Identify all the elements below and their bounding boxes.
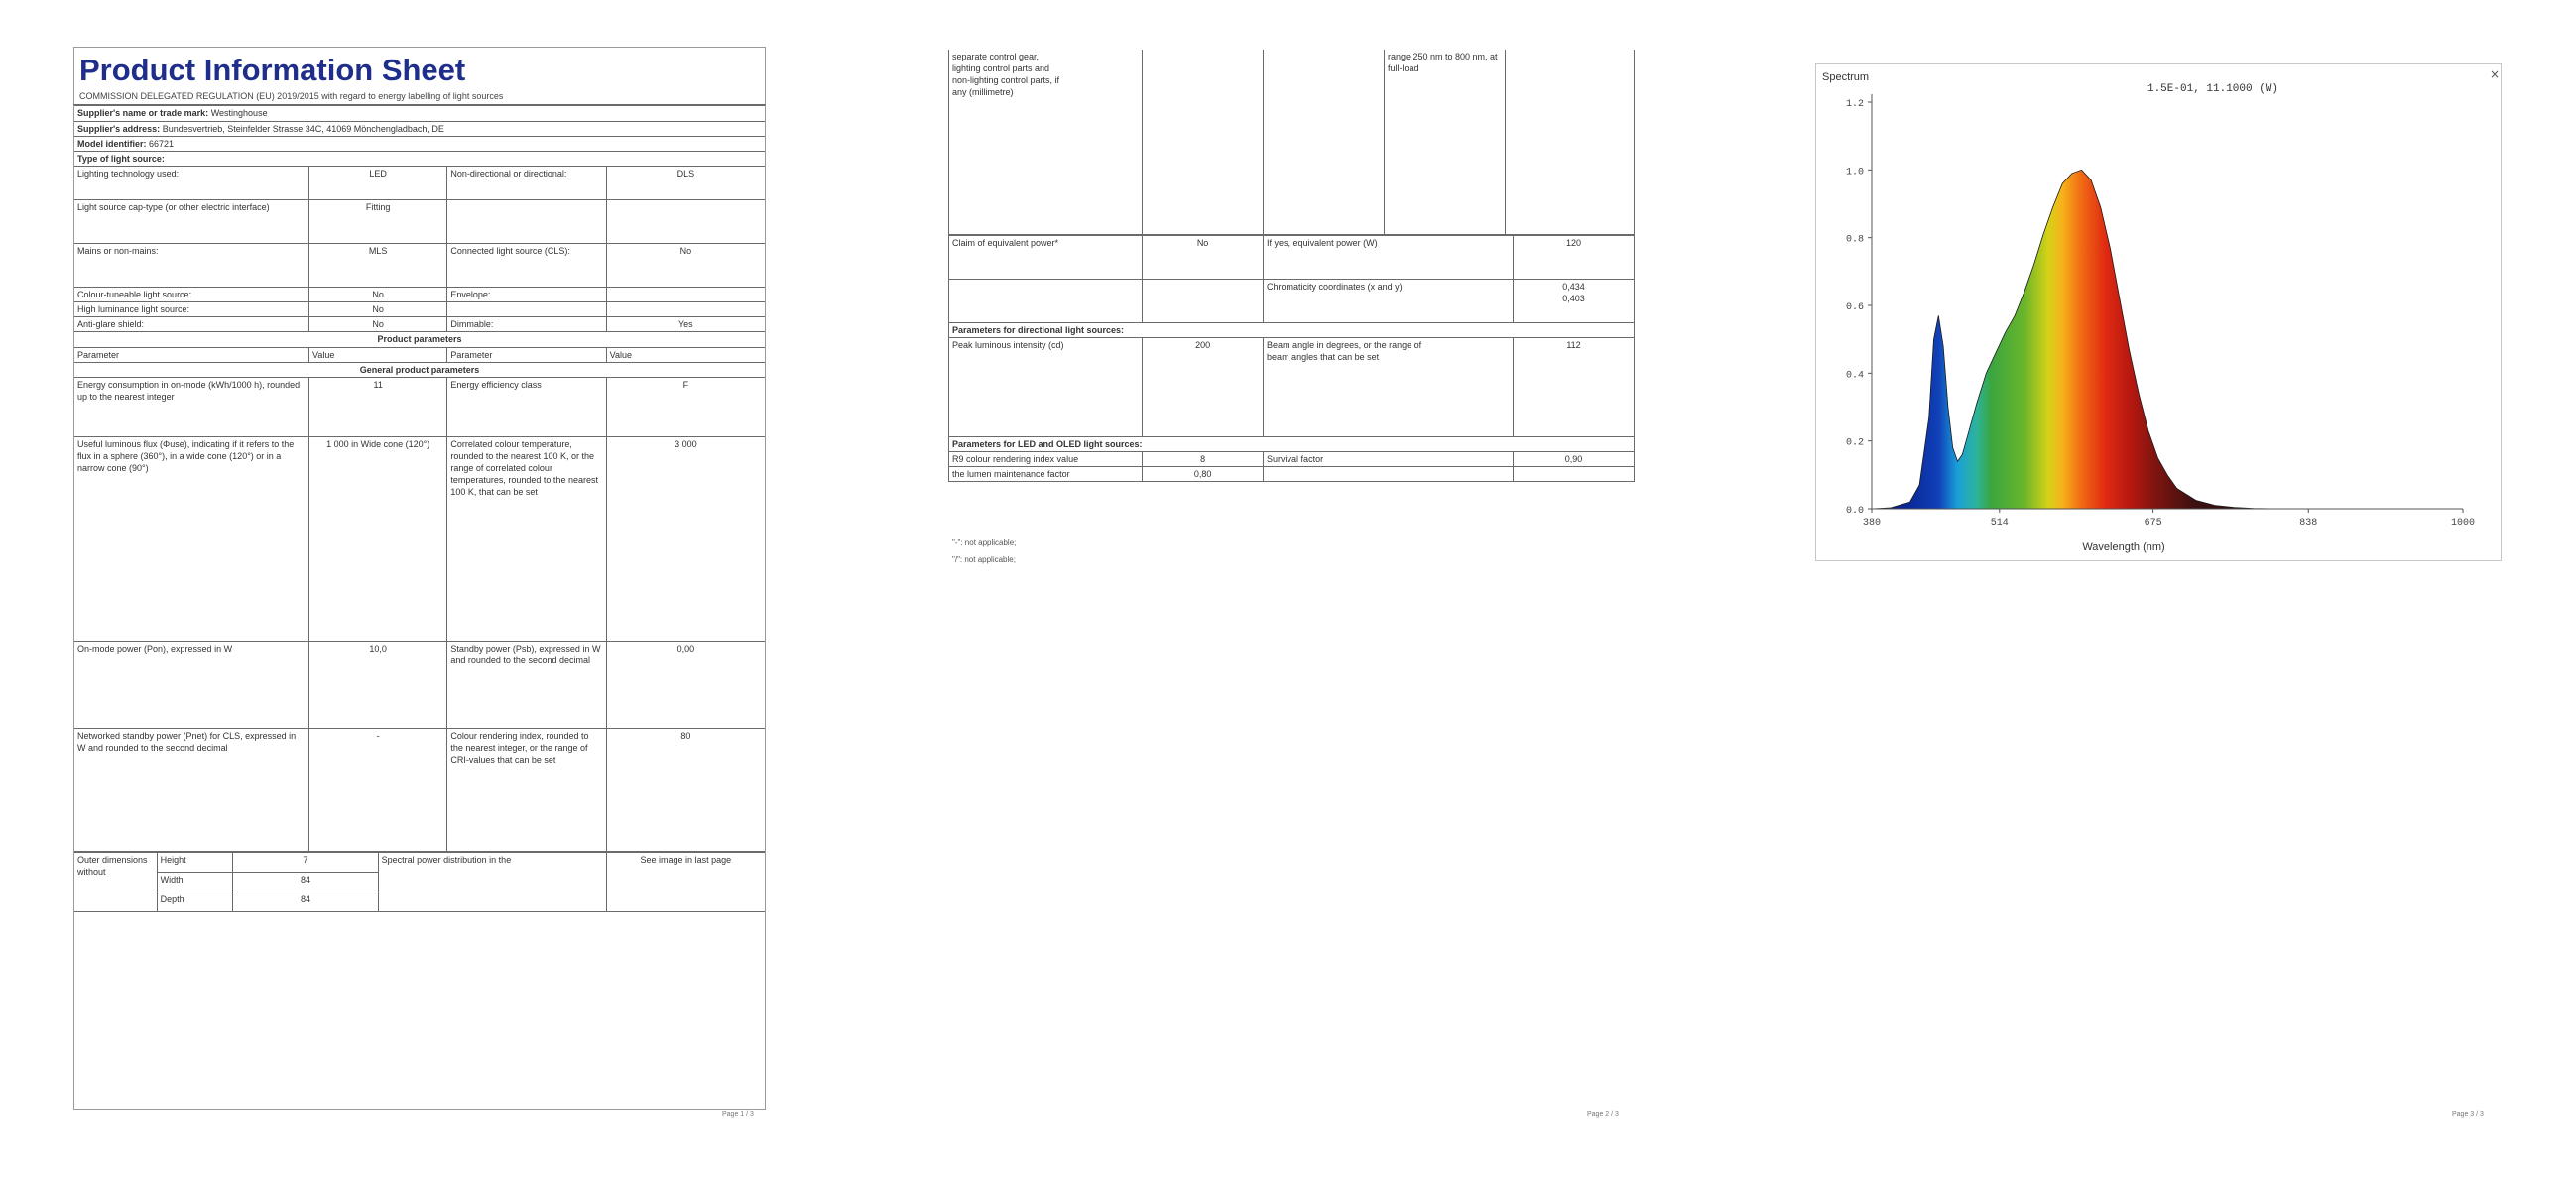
supplier-name-label: Supplier's name or trade mark:	[77, 108, 209, 119]
cell: 0,90	[1514, 451, 1635, 466]
cell: 0,80	[1143, 466, 1264, 481]
table-row	[949, 337, 1635, 436]
cell: MLS	[308, 244, 446, 288]
cell	[1143, 50, 1264, 234]
x-tick-label: 514	[1990, 518, 2009, 529]
cell	[1143, 279, 1264, 322]
cell	[1505, 50, 1634, 234]
cell: Survival factor	[1264, 451, 1514, 466]
model-label: Model identifier:	[77, 138, 147, 149]
cell	[1264, 50, 1385, 234]
cell: Fitting	[308, 200, 446, 244]
supplier-address-value: Bundesvertrieb, Steinfelder Strasse 34C, 41069 Mönchengladbach, DE	[162, 123, 444, 134]
cell: No	[1143, 235, 1264, 279]
cell: Value	[606, 347, 765, 362]
cell: Yes	[606, 317, 765, 332]
cell: Networked standby power (Pnet) for CLS, expressed in W and rounded to the second decimal	[74, 728, 309, 851]
cell	[1264, 466, 1514, 481]
cell: 3 000	[606, 436, 765, 641]
top-label: 1.5E-01, 11.1000 (W)	[2147, 83, 2279, 95]
cell: Mains or non-mains:	[74, 244, 309, 288]
type-label: Type of light source:	[74, 151, 766, 166]
cell: Claim of equivalent power*	[949, 235, 1143, 279]
page-title: Product Information Sheet	[79, 53, 466, 87]
cell: 84	[233, 892, 378, 911]
cell: Useful luminous flux (Φuse), indicating if it refers to the flux in a sphere (360°), in a wide cone (120°) or in a narrow cone (90°)	[74, 436, 309, 641]
cell: Correlated colour temperature, rounded to the nearest 100 K, or the range of correlated colour temperatures, rounded to the nearest 100 K, that can be set	[447, 436, 606, 641]
y-axis-label: Spectrum	[1822, 71, 1870, 83]
cell: Width	[157, 872, 233, 892]
close-icon[interactable]: ×	[2490, 67, 2501, 81]
table-row	[949, 235, 1635, 279]
model-value: 66721	[149, 138, 175, 149]
page-number-1: Page 1 / 3	[722, 1111, 754, 1118]
cell: 112	[1514, 337, 1635, 436]
cont-left-cell	[949, 50, 1143, 234]
y-tick-label: 1.0	[1845, 167, 1864, 178]
cell: LED	[308, 167, 446, 200]
cell: No	[308, 288, 446, 302]
x-tick-label: 838	[2299, 518, 2318, 529]
continuation-table	[948, 50, 1635, 235]
cell: Height	[157, 852, 233, 872]
cell: No	[606, 244, 765, 288]
cell: Dimmable:	[447, 317, 606, 332]
cell: Chromaticity coordinates (x and y)	[1264, 279, 1514, 322]
cont-left-text: separate control gear, lighting control parts and non-lighting control parts, if any (millimetre)	[952, 52, 1060, 98]
cell: 7	[233, 852, 378, 872]
cell: Colour-tuneable light source:	[74, 288, 309, 302]
chromaticity-value: 0,434 0,403	[1514, 279, 1635, 322]
x-tick-label: 675	[2144, 518, 2162, 529]
cell: -	[308, 728, 446, 851]
power-table	[948, 235, 1635, 483]
cell: No	[308, 302, 446, 317]
cell	[1514, 466, 1635, 481]
table-row	[949, 451, 1635, 466]
cell: Connected light source (CLS):	[447, 244, 606, 288]
cell: On-mode power (Pon), expressed in W	[74, 641, 309, 728]
spd-value: See image in last page	[606, 852, 765, 911]
directional-header: Parameters for directional light sources:	[949, 322, 1635, 337]
cell: F	[606, 377, 765, 436]
table-row	[949, 466, 1635, 481]
y-tick-label: 0.2	[1845, 437, 1864, 449]
spd-label: Spectral power distribution in the	[378, 852, 606, 911]
cell: Depth	[157, 892, 233, 911]
y-tick-label: 0.0	[1845, 506, 1864, 517]
cell: Energy efficiency class	[447, 377, 606, 436]
y-tick-label: 0.6	[1845, 302, 1864, 313]
cell: Colour rendering index, rounded to the nearest integer, or the range of CRI-values that can be set	[447, 728, 606, 851]
cell: Parameter	[74, 347, 309, 362]
page-number-2: Page 2 / 3	[1587, 1111, 1619, 1118]
page-1	[73, 47, 766, 912]
page-number-3: Page 3 / 3	[2452, 1111, 2484, 1118]
footnote-2: "/": not applicable;	[952, 555, 1016, 564]
led-header: Parameters for LED and OLED light sources:	[949, 436, 1635, 451]
cell	[949, 279, 1143, 322]
cell: If yes, equivalent power (W)	[1264, 235, 1514, 279]
spectrum-area	[1872, 170, 2272, 509]
page-2	[948, 50, 1635, 482]
supplier-name-value: Westinghouse	[210, 108, 268, 119]
cell: 200	[1143, 337, 1264, 436]
regulation-subtitle: COMMISSION DELEGATED REGULATION (EU) 2019/2015 with regard to energy labelling of light sources	[79, 91, 504, 102]
cell: High luminance light source:	[74, 302, 309, 317]
cell: DLS	[606, 167, 765, 200]
cell: Peak luminous intensity (cd)	[949, 337, 1143, 436]
table-row	[949, 50, 1635, 234]
cell: 84	[233, 872, 378, 892]
x-axis-label: Wavelength (nm)	[2082, 541, 2165, 553]
footnote-1: "-": not applicable;	[952, 538, 1017, 547]
cell	[1264, 337, 1514, 436]
cell: Envelope:	[447, 288, 606, 302]
supplier-address-label: Supplier's address:	[77, 123, 161, 134]
cell: the lumen maintenance factor	[949, 466, 1143, 481]
x-tick-label: 1000	[2450, 518, 2476, 529]
cont-right-text: range 250 nm to 800 nm, at full-load	[1384, 50, 1505, 234]
table-row	[949, 279, 1635, 322]
cell: 0,00	[606, 641, 765, 728]
cell: Energy consumption in on-mode (kWh/1000 h), rounded up to the nearest integer	[74, 377, 309, 436]
cell: Value	[308, 347, 446, 362]
cell: 120	[1514, 235, 1635, 279]
cell: 10,0	[308, 641, 446, 728]
x-tick-label: 380	[1862, 518, 1882, 529]
cell: Standby power (Psb), expressed in W and rounded to the second decimal	[447, 641, 606, 728]
y-tick-label: 0.4	[1845, 370, 1864, 382]
page-1-frame	[73, 47, 766, 1110]
cell: 80	[606, 728, 765, 851]
cell: 8	[1143, 451, 1264, 466]
cell: R9 colour rendering index value	[949, 451, 1143, 466]
cell: Non-directional or directional:	[447, 167, 606, 200]
outer-dimensions-label: Outer dimensions without	[74, 852, 158, 911]
spectrum-chart-panel	[1815, 63, 2502, 561]
general-params-header: General product parameters	[74, 362, 766, 377]
y-tick-label: 0.8	[1845, 234, 1864, 246]
cell: Lighting technology used:	[74, 167, 309, 200]
cell: Light source cap-type (or other electric interface)	[74, 200, 309, 244]
cell: 1 000 in Wide cone (120°)	[308, 436, 446, 641]
cell: Anti-glare shield:	[74, 317, 309, 332]
beam-angle-label: Beam angle in degrees, or the range of beam angles that can be set	[1267, 339, 1422, 362]
product-params-header: Product parameters	[74, 332, 766, 347]
y-tick-label: 1.2	[1845, 99, 1864, 110]
cell: Parameter	[447, 347, 606, 362]
cell: No	[308, 317, 446, 332]
cell: 11	[308, 377, 446, 436]
spectrum-chart	[1816, 64, 2501, 560]
